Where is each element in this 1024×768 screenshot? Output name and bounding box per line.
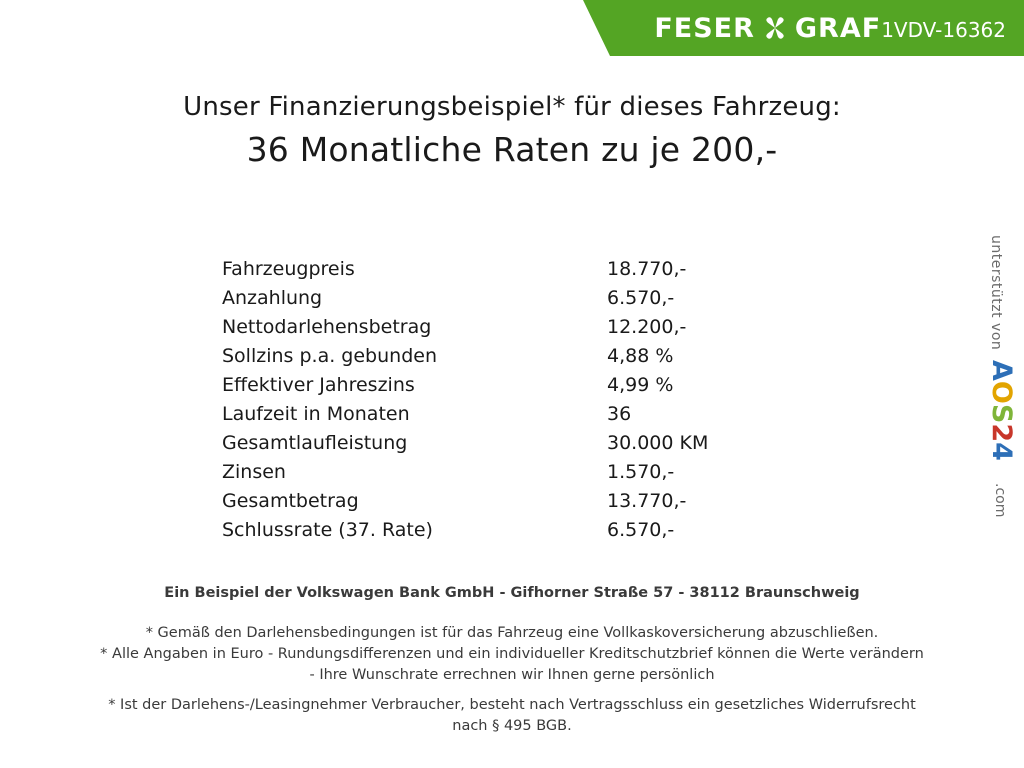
table-row: [222, 516, 762, 545]
row-value: 4,99 %: [607, 374, 674, 396]
table-row: [222, 487, 762, 516]
sponsor-domain-suffix: .com: [992, 483, 1008, 518]
table-row: [222, 313, 762, 342]
page-subtitle: 36 Monatliche Raten zu je 200,-: [246, 130, 778, 169]
brand-lockup: [654, 13, 1006, 44]
table-row: [222, 429, 762, 458]
aos24-logo: [986, 360, 1016, 461]
row-label: Gesamtlaufleistung: [222, 432, 408, 454]
row-value: 13.770,-: [607, 490, 687, 512]
header-banner: [610, 0, 1024, 56]
aos24-digit-2: 2: [986, 423, 1017, 443]
row-value: 1.570,-: [607, 461, 675, 483]
aos24-letter-o: O: [986, 380, 1017, 404]
row-label: Fahrzeugpreis: [222, 258, 355, 280]
row-value: 4,88 %: [607, 345, 674, 367]
row-label: Gesamtbetrag: [222, 490, 359, 512]
finance-table: [222, 255, 762, 545]
aos24-letter-s: S: [986, 403, 1017, 424]
row-value: 12.200,-: [607, 316, 687, 338]
row-value: 6.570,-: [607, 287, 675, 309]
page-title: Unser Finanzierungsbeispiel* für dieses Fahrzeug:: [183, 92, 841, 122]
vehicle-code: 1VDV-16362: [881, 17, 1006, 42]
disclaimer-line-4: * Ist der Darlehens-/Leasingnehmer Verbraucher, besteht nach Vertragsschluss ein gesetzliches Widerrufsrecht: [108, 697, 916, 713]
bank-reference-line: Ein Beispiel der Volkswagen Bank GmbH - Gifhorner Straße 57 - 38112 Braunschweig: [164, 585, 860, 601]
row-label: Sollzins p.a. gebunden: [222, 345, 437, 367]
table-row: [222, 371, 762, 400]
row-value: 30.000 KM: [607, 432, 709, 454]
disclaimer-block: [0, 623, 1024, 737]
row-label: Zinsen: [222, 461, 286, 483]
aos24-letter-a: A: [986, 360, 1017, 381]
sponsor-block: [986, 235, 1020, 535]
row-value: 18.770,-: [607, 258, 687, 280]
disclaimer-line-2: * Alle Angaben in Euro - Rundungsdifferenzen und ein individueller Kreditschutzbrief können die Werte verändern: [100, 646, 924, 662]
row-label: Schlussrate (37. Rate): [222, 519, 433, 541]
brand-name-first: FESER: [654, 12, 755, 44]
disclaimer-line-5: nach § 495 BGB.: [452, 718, 572, 734]
row-label: Laufzeit in Monaten: [222, 403, 410, 425]
clover-logo-icon: [764, 17, 786, 39]
disclaimer-line-3: - Ihre Wunschrate errechnen wir Ihnen gerne persönlich: [309, 667, 715, 683]
aos24-digit-4: 4: [986, 442, 1017, 461]
row-value: 6.570,-: [607, 519, 675, 541]
table-row: [222, 284, 762, 313]
sponsor-supported-by-label: unterstützt von: [988, 235, 1004, 351]
row-label: Anzahlung: [222, 287, 323, 309]
table-row: [222, 400, 762, 429]
title-block: [0, 92, 1024, 169]
brand-name-second: GRAF: [794, 12, 882, 44]
row-label: Effektiver Jahreszins: [222, 374, 415, 396]
table-row: [222, 255, 762, 284]
row-label: Nettodarlehensbetrag: [222, 316, 432, 338]
table-row: [222, 342, 762, 371]
disclaimer-line-1: * Gemäß den Darlehensbedingungen ist für das Fahrzeug eine Vollkaskoversicherung abzuschließen.: [145, 625, 879, 641]
table-row: [222, 458, 762, 487]
row-value: 36: [607, 403, 632, 425]
